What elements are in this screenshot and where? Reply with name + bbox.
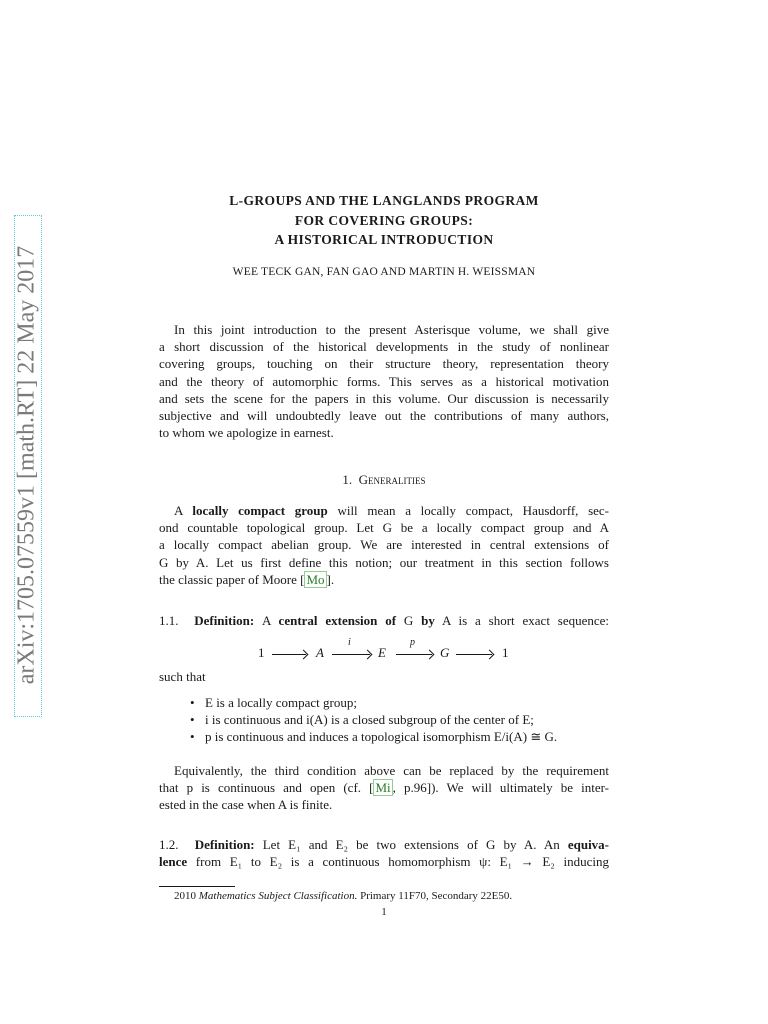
text-run: A bbox=[174, 503, 193, 518]
citation-link-mo[interactable]: Mo bbox=[306, 571, 325, 587]
paragraph-locally-compact bbox=[159, 502, 609, 588]
definition-label: Definition: bbox=[194, 613, 255, 628]
author-list: WEE TECK GAN, FAN GAO AND MARTIN H. WEISSMAN bbox=[232, 266, 536, 278]
arxiv-identifier[interactable]: arXiv:1705.07559v1 [math.RT] 22 May 2017 bbox=[13, 245, 40, 685]
paragraph-line: ond countable topological group. Let G be a locally compact group and A bbox=[159, 520, 609, 536]
abstract-line: to whom we apologize in earnest. bbox=[159, 425, 334, 441]
sequence-term: 1 bbox=[502, 645, 509, 660]
such-that-text bbox=[159, 668, 609, 685]
text-run: , p.96]). We will ultimately be inter- bbox=[392, 780, 610, 796]
list-item: • p is continuous and induces a topological isomorphism E/i(A) ≅ G. bbox=[190, 728, 620, 745]
text-run: A is a short exact sequence: bbox=[434, 613, 610, 628]
term-central-extension: central extension of bbox=[278, 613, 397, 628]
condition-list bbox=[190, 694, 620, 745]
term-equivalence: lence bbox=[159, 854, 188, 870]
text-run: that p is continuous and open (cf. [ bbox=[159, 780, 374, 796]
section-number: 1. bbox=[342, 472, 353, 487]
paper-title bbox=[0, 191, 768, 250]
paragraph-line: Equivalently, the third condition above can be replaced by the requirement bbox=[174, 763, 609, 778]
title-line-1: L-GROUPS AND THE LANGLANDS PROGRAM bbox=[229, 193, 539, 208]
definition-1-2 bbox=[159, 836, 609, 870]
section-title: Generalities bbox=[358, 472, 426, 487]
paragraph-line: a locally compact abelian group. We are interested in central extensions of bbox=[159, 537, 609, 553]
footnote-text: Primary 11F70, Secondary 22E50. bbox=[357, 890, 513, 902]
footnote-year: 2010 bbox=[174, 890, 196, 902]
arrow-icon bbox=[456, 654, 492, 655]
title-line-2: FOR COVERING GROUPS: bbox=[294, 212, 474, 228]
paragraph-line: ested in the case when A is finite. bbox=[159, 797, 333, 813]
sequence-term: 1 bbox=[258, 645, 265, 660]
arrow-icon bbox=[396, 654, 432, 655]
citation-link-mi[interactable]: Mi bbox=[375, 780, 391, 796]
paragraph-line: such that bbox=[159, 669, 206, 684]
abstract-line: and the theory of automorphic forms. This serves as a historical motivation bbox=[159, 373, 609, 389]
definition-line bbox=[159, 853, 609, 870]
map-label-i: i bbox=[348, 637, 351, 648]
text-run: will mean a locally compact, Hausdorff, sec- bbox=[327, 503, 610, 518]
paragraph-equivalently bbox=[159, 762, 609, 814]
footnote-rule bbox=[159, 886, 235, 887]
term-locally-compact-group: locally compact group bbox=[192, 503, 328, 518]
abstract bbox=[159, 321, 609, 441]
sequence-term: A bbox=[316, 645, 324, 660]
list-item: • E is a locally compact group; bbox=[190, 694, 620, 711]
exact-sequence bbox=[258, 637, 518, 663]
text-run: the classic paper of Moore [ bbox=[159, 571, 305, 587]
arrow-icon bbox=[332, 654, 370, 655]
definition-1-1 bbox=[159, 612, 609, 629]
text-run: G bbox=[396, 613, 422, 628]
sequence-term: G bbox=[440, 645, 450, 660]
arrow-icon bbox=[272, 654, 306, 655]
paragraph-line: G by A. Let us first define this notion; our treatment in this section follows bbox=[159, 554, 609, 570]
paragraph-line bbox=[159, 779, 609, 796]
section-heading bbox=[0, 472, 768, 488]
term-by: by bbox=[421, 613, 435, 628]
definition-number: 1.2. bbox=[159, 837, 179, 852]
paragraph-line bbox=[159, 502, 609, 519]
definition-label: Definition: bbox=[194, 837, 255, 852]
list-item: • i is continuous and i(A) is a closed subgroup of the center of E; bbox=[190, 711, 620, 728]
definition-line bbox=[159, 612, 609, 629]
definition-number: 1.1. bbox=[159, 613, 179, 628]
map-label-p: p bbox=[410, 637, 415, 648]
footnote-label: Mathematics Subject Classification. bbox=[198, 890, 358, 902]
definition-line bbox=[159, 836, 609, 853]
abstract-line: subjective and will undoubtedly leave out the contributions of many authors, bbox=[159, 408, 609, 424]
abstract-line: In this joint introduction to the present Asterisque volume, we shall give bbox=[174, 322, 609, 337]
abstract-line: and sets the scene for the papers in this volume. Our discussion is necessarily bbox=[159, 390, 609, 406]
text-run: ]. bbox=[326, 571, 335, 587]
footnote bbox=[174, 890, 512, 902]
sequence-term: E bbox=[378, 645, 386, 660]
abstract-line: a short discussion of the historical developments in the study of nonlinear bbox=[159, 339, 609, 355]
paragraph-line bbox=[159, 571, 609, 588]
text-run: Let E₁ and E₂ be two extensions of G by A. An bbox=[254, 837, 568, 852]
abstract-line: covering groups, touching on their structure theory, representation theory bbox=[159, 356, 609, 372]
term-equivalence: equiva- bbox=[567, 837, 610, 852]
title-line-3: A HISTORICAL INTRODUCTION bbox=[274, 232, 494, 247]
page-number: 1 bbox=[381, 906, 387, 918]
text-run: A bbox=[262, 613, 279, 628]
text-run: from E₁ to E₂ is a continuous homomorphism ψ: E₁ → E₂ inducing bbox=[187, 854, 609, 870]
